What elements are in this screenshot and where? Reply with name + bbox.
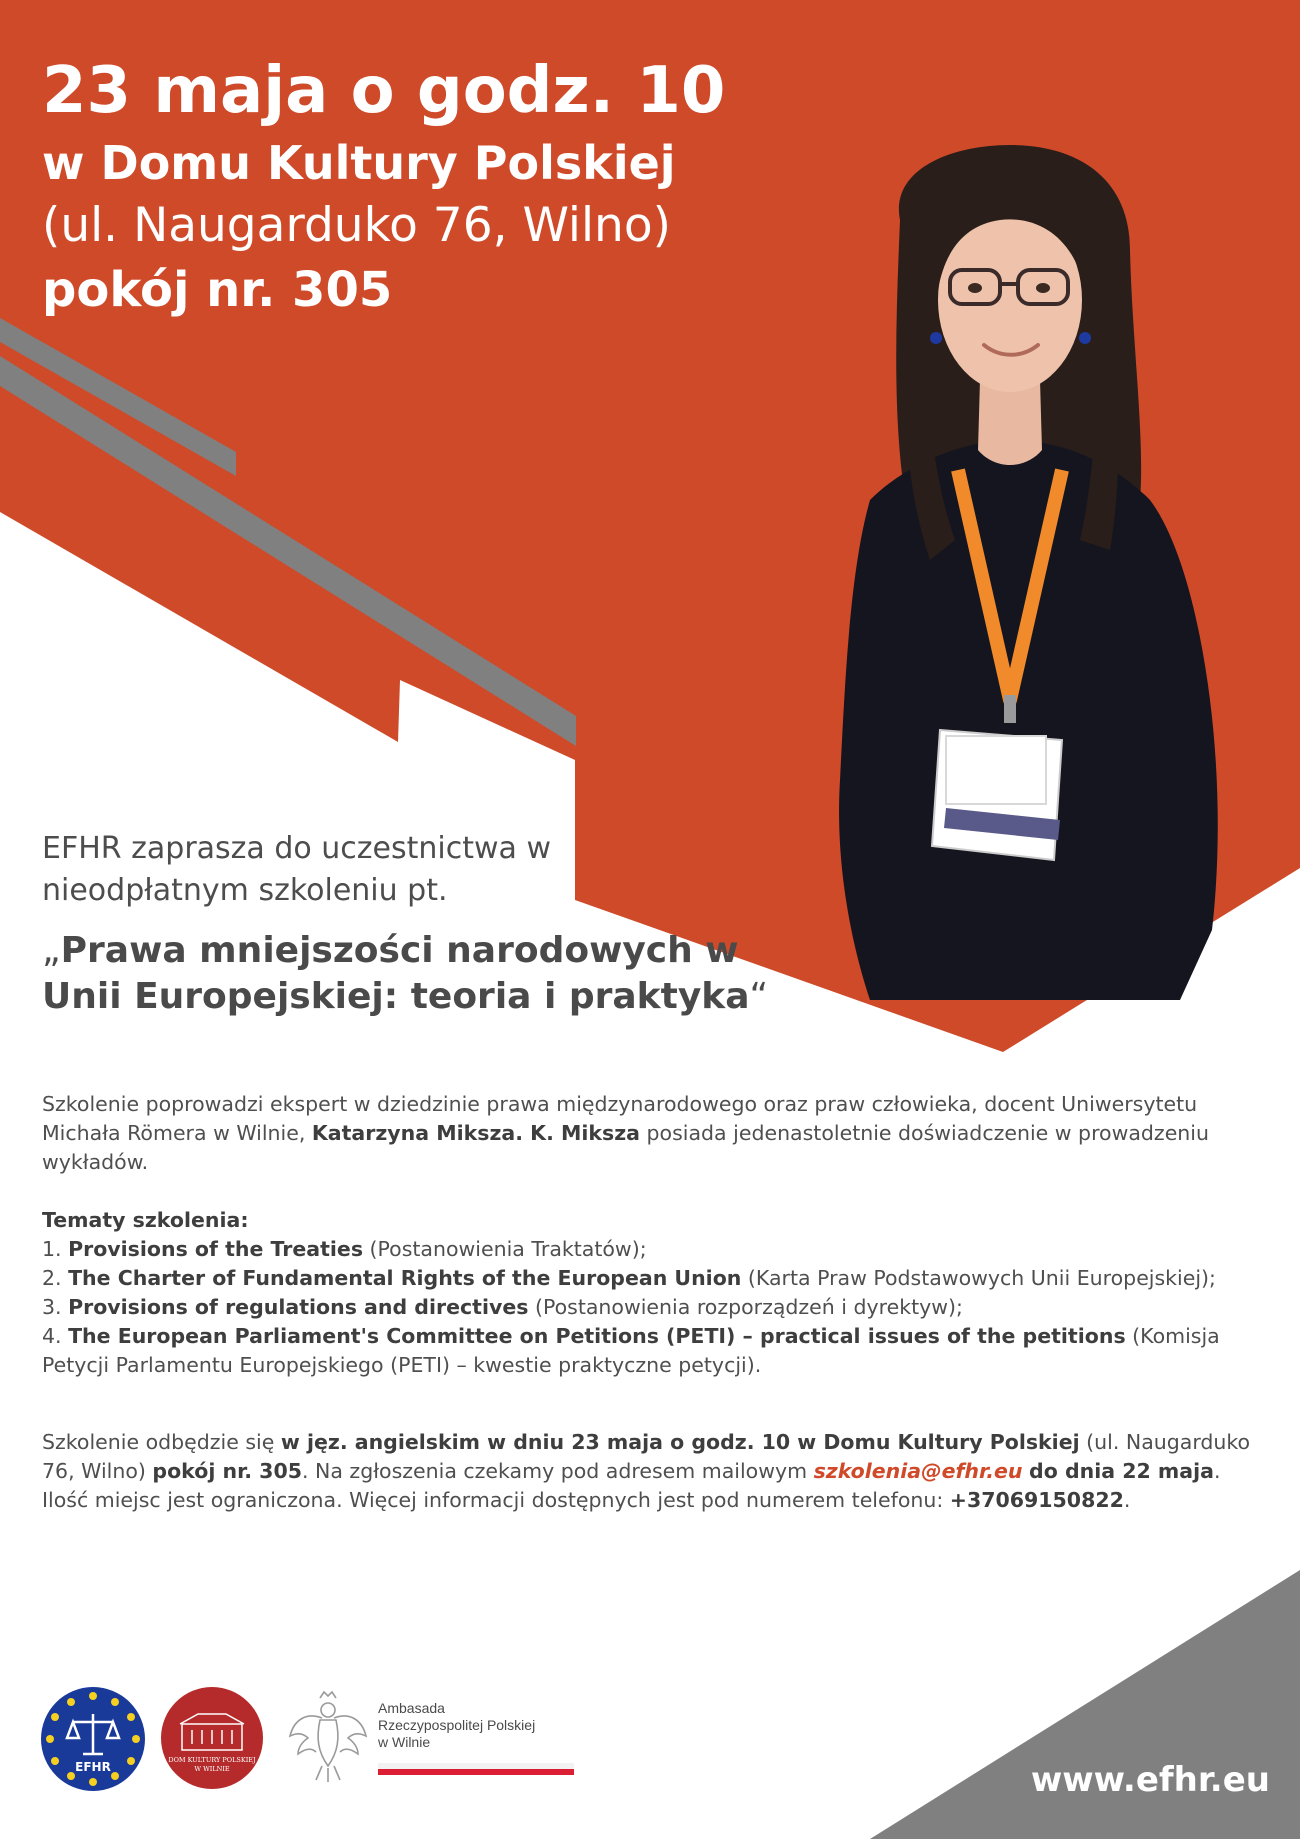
invitation-text [42,828,722,912]
intro-paragraph [42,1090,1270,1177]
course-title [42,928,802,1020]
event-address: (ul. Naugarduko 76, Wilno) [42,198,671,253]
efhr-logo-text: EFHR [75,1760,111,1774]
contact-email-link[interactable]: szkolenia@efhr.eu [813,1459,1023,1483]
event-venue: w Domu Kultury Polskiej [42,136,676,190]
course-title-line-1 [42,928,802,974]
contact-phone: +37069150822 [949,1488,1124,1512]
topic-polish: (Komisja Petycji Parlamentu Europejskiego (PETI) – kwestie praktyczne petycji). [42,1324,1220,1377]
details-date-venue: w jęz. angielskim w dniu 23 maja o godz. 10 w Domu Kultury Polskiej [280,1430,1080,1454]
polish-flag-bar [378,1763,574,1775]
topic-english: The Charter of Fundamental Rights of the European Union [68,1266,742,1290]
speaker-name: Katarzyna Miksza. K. Miksza [311,1121,641,1145]
dkp-logo-line-2: W WILNIE [194,1765,230,1773]
details-text: Szkolenie odbędzie się [42,1430,281,1454]
registration-deadline: do dnia 22 maja [1029,1459,1214,1483]
course-title-text-2: Unii Europejskiej: teoria i praktyka [42,976,750,1017]
event-header [42,50,725,322]
topic-item [42,1322,1270,1380]
topic-number: 2. [42,1266,69,1290]
open-quote: „ [42,930,61,971]
intro-text-b: posiada jedenastoletnie doświadczenie w prowadzeniu wykładów. [42,1121,1209,1174]
event-room: pokój nr. 305 [42,262,393,318]
embassy-name [378,1700,535,1751]
topics-section [42,1206,1270,1380]
details-text: . Ilość miejsc jest ograniczona. Więcej informacji dostępnych jest pod numerem telefonu: [42,1459,1221,1512]
invitation-line-1: EFHR zaprasza do uczestnictwa w [42,831,551,866]
details-text: . [1123,1488,1131,1512]
embassy-line-2: Rzeczypospolitej Polskiej [378,1717,536,1733]
close-quote: “ [749,976,769,1017]
dkp-logo-line-1: DOM KULTURY POLSKIEJ [168,1756,256,1764]
details-paragraph [42,1428,1270,1515]
topic-number: 1. [42,1237,69,1261]
topic-polish: (Karta Praw Podstawowych Unii Europejskiej); [741,1266,1216,1290]
event-date: 23 maja o godz. 10 [42,54,726,128]
topic-english: The European Parliament's Committee on Petitions (PETI) – practical issues of the petitions [68,1324,1126,1348]
embassy-line-3: w Wilnie [378,1734,431,1750]
topic-polish: (Postanowienia Traktatów); [363,1237,647,1261]
speaker-photo [780,140,1240,1000]
topic-number: 3. [42,1295,69,1319]
dom-kultury-polskiej-logo [160,1686,264,1790]
details-text: . Na zgłoszenia czekamy pod adresem mailowym [301,1459,814,1483]
embassy-line-1: Ambasada [378,1700,445,1716]
course-title-text-1: Prawa mniejszości narodowych w [60,930,739,971]
topic-item [42,1235,1270,1264]
website-link[interactable]: www.efhr.eu [1030,1760,1270,1800]
topic-number: 4. [42,1324,69,1348]
details-room: pokój nr. 305 [152,1459,302,1483]
topic-polish: (Postanowienia rozporządzeń i dyrektyw); [528,1295,963,1319]
invitation-line-2: nieodpłatnym szkoleniu pt. [42,873,448,908]
topic-item [42,1264,1270,1293]
topics-title: Tematy szkolenia: [42,1208,249,1232]
course-title-line-2 [42,974,802,1020]
topic-english: Provisions of the Treaties [68,1237,364,1261]
polish-eagle-emblem [286,1690,370,1786]
efhr-logo [40,1686,146,1792]
intro-text-a: Szkolenie poprowadzi ekspert w dziedzinie prawa międzynarodowego oraz praw człowieka, docent Uniwersytetu Michała Römera w Wilnie, [42,1092,1198,1145]
topic-item [42,1293,1270,1322]
details-text: (ul. Naugarduko 76, Wilno) [42,1430,1251,1483]
topic-english: Provisions of regulations and directives [68,1295,529,1319]
